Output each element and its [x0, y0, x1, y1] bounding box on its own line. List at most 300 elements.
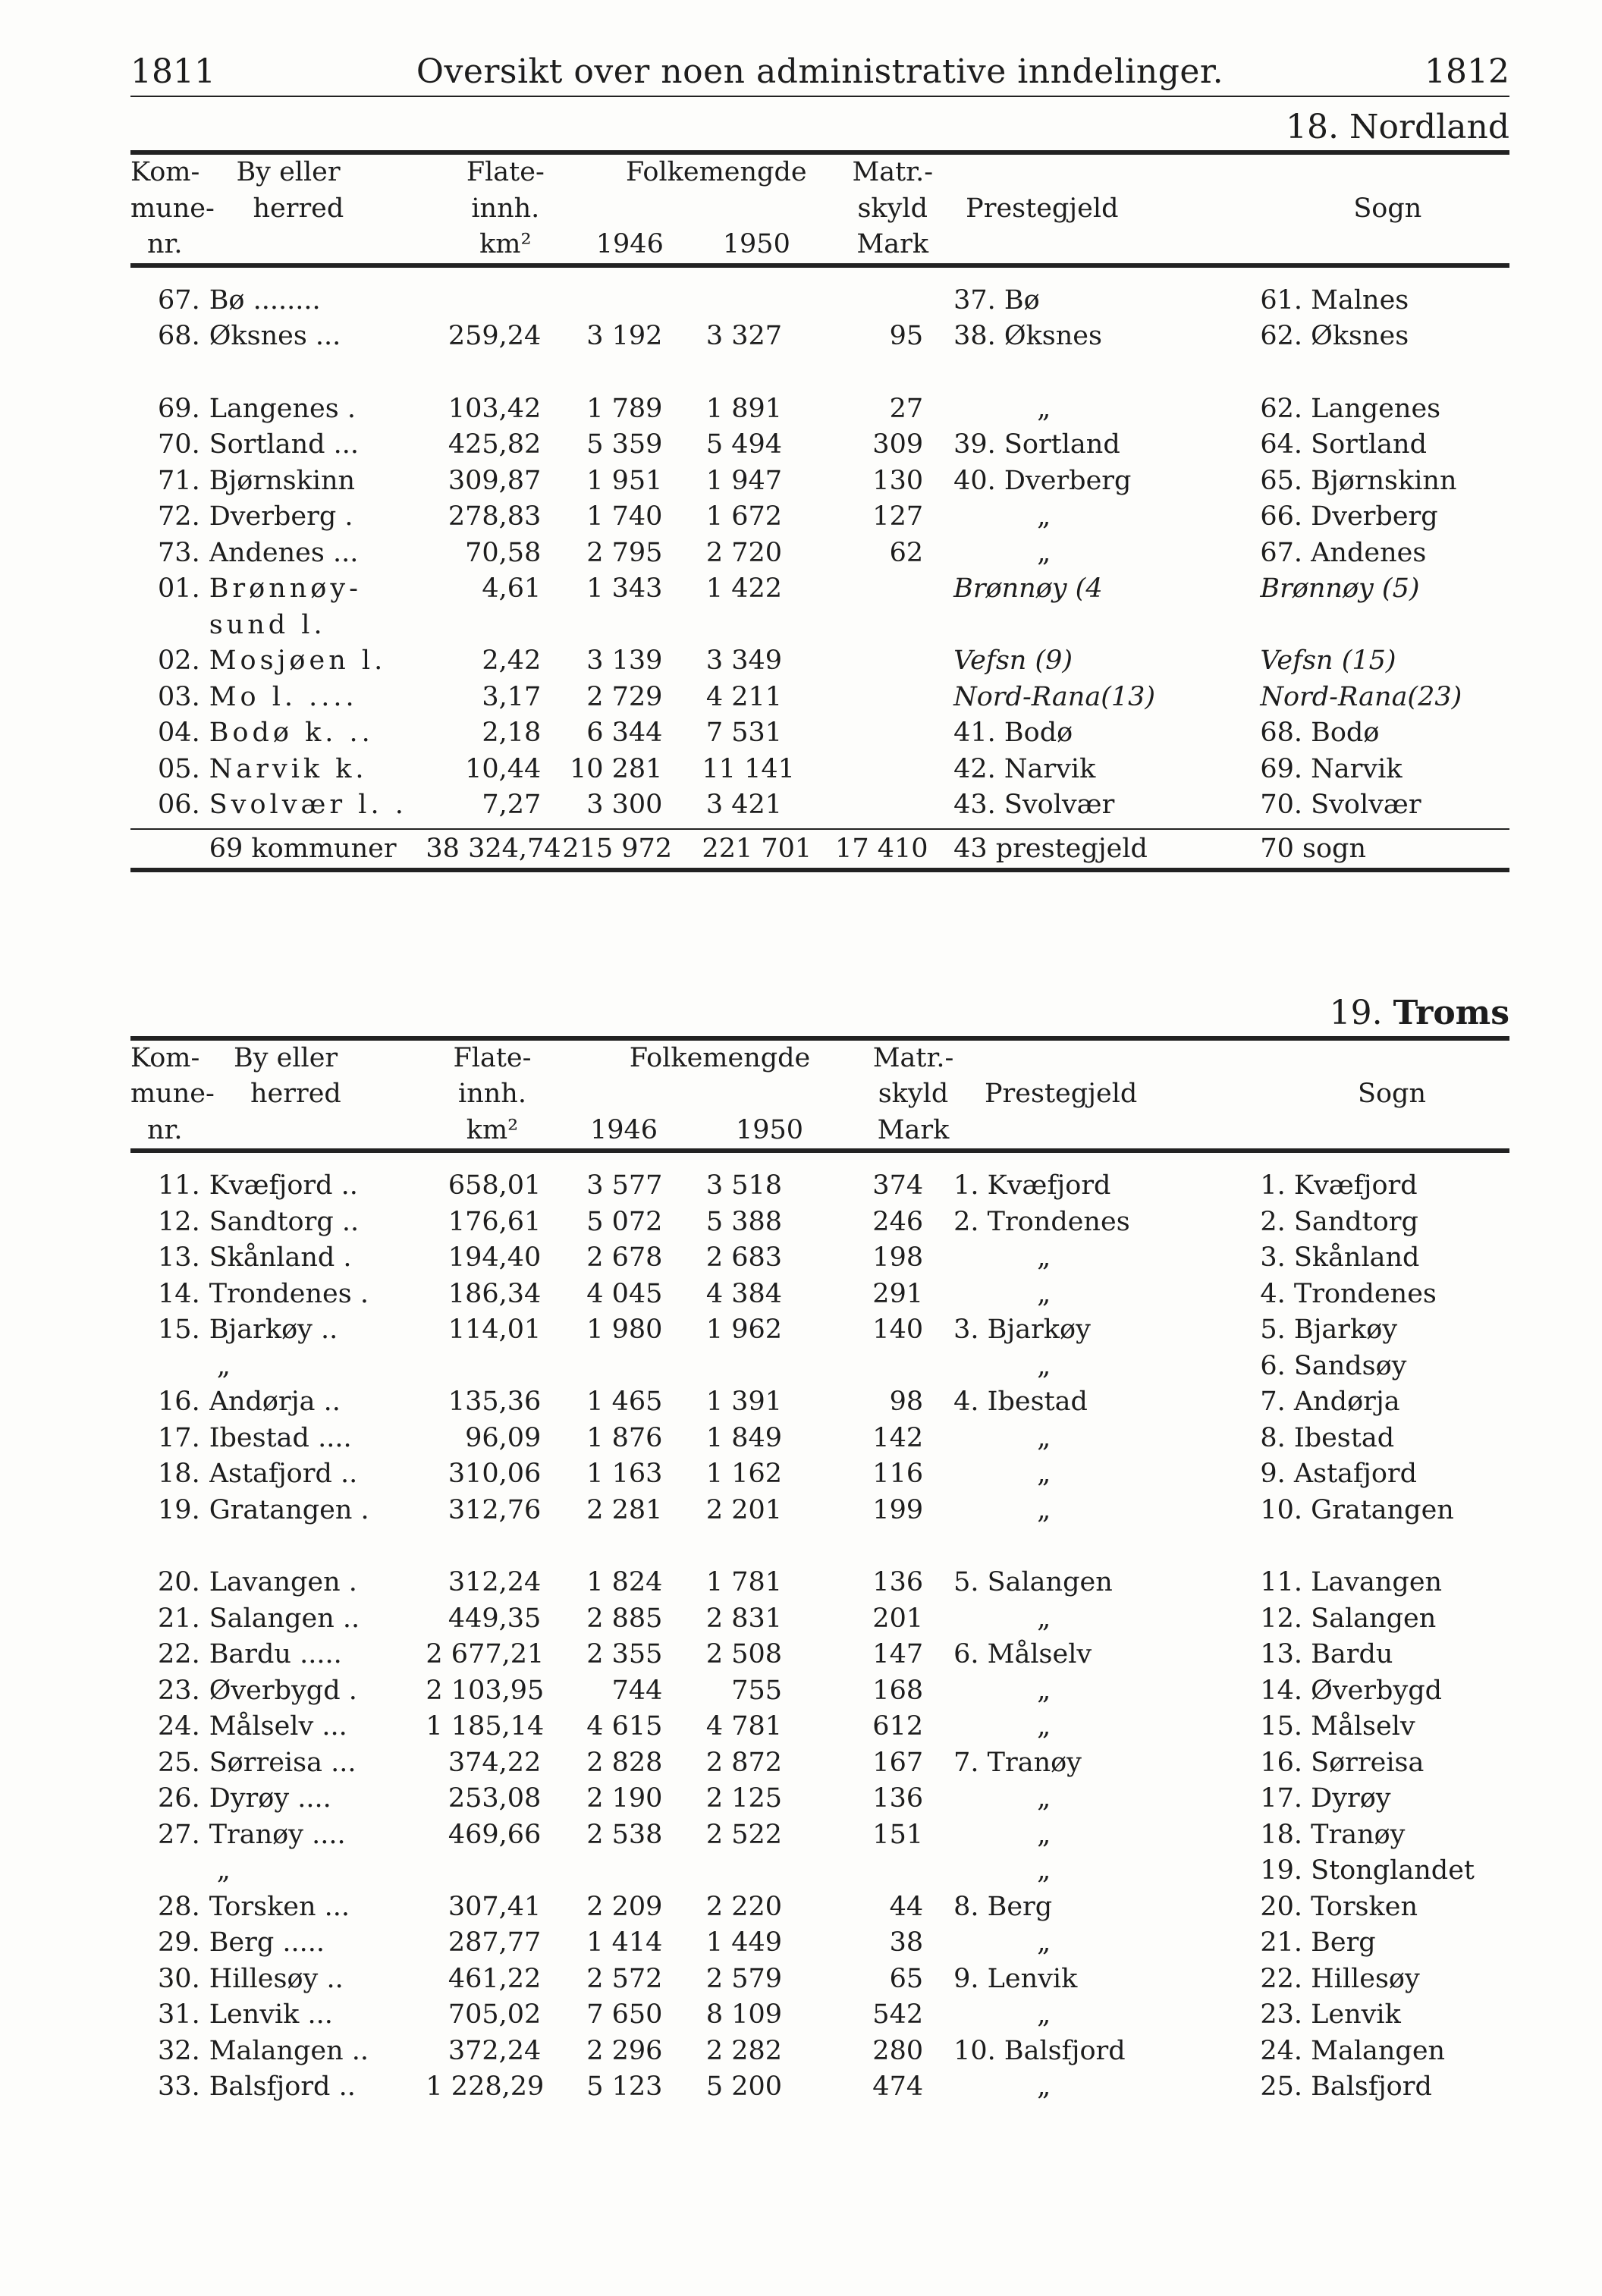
population-1946: 5 359 — [586, 429, 663, 460]
population-1950: 3 421 — [705, 790, 783, 820]
population-1950: 2 125 — [705, 1783, 783, 1814]
area-value: 278,83 — [448, 501, 542, 532]
prestegjeld: „ — [1037, 1350, 1051, 1381]
population-1946: 2 729 — [586, 681, 663, 712]
municipality-name: Bardu ..... — [209, 1639, 342, 1669]
prestegjeld: 37. Bø — [953, 284, 1040, 316]
sogn: Nord-Rana(23) — [1260, 681, 1462, 712]
population-1950: 3 349 — [705, 645, 783, 676]
matrikkel-value: 95 — [889, 321, 924, 351]
sogn: 3. Skånland — [1260, 1242, 1420, 1273]
spacer-row — [130, 1528, 1509, 1565]
area-value: 10,44 — [465, 753, 542, 784]
population-1946 — [562, 1853, 702, 1889]
area-value: 658,01 — [448, 1170, 542, 1201]
matrikkel-value: 246 — [872, 1206, 924, 1237]
population-1950: 5 200 — [705, 2071, 783, 2102]
population-1950: 11 141 — [702, 753, 795, 784]
population-1950: 3 518 — [705, 1170, 783, 1201]
row-number: 32. — [158, 2035, 200, 2066]
municipality-name: Tranøy .... — [209, 1819, 346, 1850]
area-value: 2 677,21 — [426, 1639, 545, 1669]
matrikkel-value: 201 — [872, 1603, 924, 1634]
prestegjeld: 42. Narvik — [953, 753, 1096, 784]
population-1950: 2 282 — [705, 2035, 783, 2066]
matrikkel-value: 127 — [872, 501, 924, 532]
spacer-row — [130, 355, 1509, 391]
area-value: 312,24 — [448, 1567, 542, 1597]
table-row — [130, 391, 1509, 428]
sogn: 15. Målselv — [1260, 1711, 1415, 1742]
prestegjeld: Vefsn (9) — [953, 645, 1073, 676]
matrikkel-value: 542 — [872, 1999, 924, 2030]
spacer-cell — [130, 355, 1509, 391]
prestegjeld: „ — [1037, 1783, 1051, 1814]
prestegjeld — [946, 608, 1252, 644]
matrikkel-value: 474 — [872, 2071, 924, 2102]
municipality-name: Øverbygd . — [209, 1675, 357, 1706]
area-value: 372,24 — [448, 2035, 542, 2066]
population-1946: 4 615 — [586, 1711, 663, 1742]
population-1950: 1 422 — [705, 573, 783, 604]
table-row — [130, 1312, 1509, 1349]
table-row — [130, 1349, 1509, 1385]
table-row — [130, 536, 1509, 572]
col-header-mark: Matr.- — [852, 157, 934, 187]
col-header-prest: Prestegjeld — [966, 193, 1119, 224]
population-1950: 1 962 — [705, 1314, 783, 1345]
sogn: 10. Gratangen — [1260, 1494, 1454, 1525]
prestegjeld: 39. Sortland — [953, 429, 1120, 460]
table-row — [130, 283, 1509, 319]
population-1950: 4 781 — [705, 1711, 783, 1742]
table-row — [130, 1997, 1509, 2034]
area-value: 176,61 — [448, 1206, 542, 1237]
table-row — [130, 1240, 1509, 1277]
col-header-1950: 1950 — [735, 1114, 804, 1145]
area-value: 374,22 — [448, 1747, 542, 1778]
row-number: 06. — [158, 790, 200, 820]
troms-table — [130, 1168, 1509, 2106]
population-1950: 1 162 — [705, 1459, 783, 1489]
prestegjeld: 2. Trondenes — [953, 1206, 1130, 1237]
sogn: 7. Andørja — [1260, 1387, 1400, 1417]
matrikkel-value — [835, 1853, 946, 1889]
population-1946: 7 650 — [586, 1999, 663, 2030]
table-row — [130, 715, 1509, 752]
population-1946: 1 414 — [586, 1927, 663, 1958]
population-1946: 2 281 — [586, 1494, 663, 1525]
col-header-sogn: Sogn — [1353, 193, 1422, 224]
municipality-name: Ibestad .... — [209, 1422, 352, 1453]
matrikkel-value: 199 — [872, 1494, 924, 1525]
population-1950: 3 327 — [705, 321, 783, 351]
prestegjeld: „ — [1037, 393, 1051, 424]
population-1946: 2 885 — [586, 1603, 663, 1634]
prestegjeld: „ — [1037, 501, 1051, 532]
row-number: 15. — [158, 1314, 200, 1345]
prestegjeld: „ — [1037, 1603, 1051, 1634]
sogn: 16. Sørreisa — [1260, 1747, 1425, 1778]
col-header-area: Flate- — [453, 1042, 532, 1073]
prestegjeld: „ — [1037, 1819, 1051, 1850]
municipality-name: Trondenes . — [209, 1278, 369, 1309]
table-row — [130, 1817, 1509, 1854]
table-row — [130, 319, 1509, 355]
row-number: 11. — [158, 1170, 200, 1201]
municipality-name: Lenvik ... — [209, 1999, 333, 2030]
col-header-pop: Folkemengde — [629, 1042, 811, 1073]
population-1950: 2 683 — [705, 1242, 783, 1273]
table-row — [130, 1889, 1509, 1926]
municipality-name: Svolvær l. . — [209, 790, 407, 820]
municipality-name: Andenes ... — [209, 537, 359, 568]
row-number — [130, 1349, 209, 1385]
prestegjeld: 38. Øksnes — [953, 321, 1102, 351]
table-row — [130, 1745, 1509, 1782]
prestegjeld: 40. Dverberg — [953, 465, 1132, 496]
population-1950: 7 531 — [705, 718, 783, 748]
matrikkel-value: 140 — [872, 1314, 924, 1345]
row-number: 16. — [158, 1387, 200, 1417]
population-1946: 2 538 — [586, 1819, 663, 1850]
row-number: 26. — [158, 1783, 200, 1814]
sogn: 13. Bardu — [1260, 1639, 1393, 1669]
row-number: 73. — [158, 537, 200, 568]
table-row — [130, 2034, 1509, 2070]
population-1946: 3 300 — [586, 790, 663, 820]
row-number: 25. — [158, 1747, 200, 1778]
row-number: 24. — [158, 1711, 200, 1742]
population-1946: 1 980 — [586, 1314, 663, 1345]
area-value: 96,09 — [465, 1422, 542, 1453]
table-row — [130, 1456, 1509, 1493]
population-1946: 2 209 — [586, 1891, 663, 1922]
municipality-name: Balsfjord .. — [209, 2071, 356, 2102]
sogn: 4. Trondenes — [1260, 1278, 1437, 1309]
table-row — [130, 1709, 1509, 1745]
table-row — [130, 427, 1509, 463]
municipality-name: Bø ........ — [209, 284, 321, 316]
table-row — [130, 1421, 1509, 1457]
prestegjeld: „ — [1037, 1278, 1051, 1309]
col-header-mark: Mark — [877, 1114, 950, 1145]
divider — [130, 1148, 1509, 1153]
area-value: 4,61 — [482, 573, 542, 604]
col-header-mark: Mark — [856, 229, 929, 259]
area-value: 194,40 — [448, 1242, 542, 1273]
sogn: 69. Narvik — [1260, 753, 1403, 784]
prestegjeld: 6. Målselv — [953, 1639, 1092, 1669]
matrikkel-value: 98 — [889, 1387, 924, 1417]
area-value: 103,42 — [448, 393, 542, 424]
row-number: 68. — [158, 321, 200, 351]
sogn: Brønnøy (5) — [1260, 573, 1420, 604]
population-1950: 2 508 — [705, 1639, 783, 1669]
prestegjeld: 41. Bodø — [953, 718, 1073, 748]
prestegjeld: „ — [1037, 1494, 1051, 1525]
area-value: 70,58 — [465, 537, 542, 568]
population-1946: 1 789 — [586, 393, 663, 424]
population-1946: 1 951 — [586, 465, 663, 496]
table-row — [130, 643, 1509, 680]
prestegjeld: 5. Salangen — [953, 1567, 1113, 1597]
area-value: 449,35 — [448, 1603, 542, 1634]
matrikkel-value — [835, 787, 946, 824]
matrikkel-value — [835, 715, 946, 752]
prestegjeld: 4. Ibestad — [953, 1387, 1088, 1417]
population-1950: 4 384 — [705, 1278, 783, 1309]
municipality-name: Astafjord .. — [209, 1459, 358, 1489]
section-number: 18. — [1286, 108, 1339, 146]
sogn: 9. Astafjord — [1260, 1459, 1418, 1489]
area-value: 253,08 — [448, 1783, 542, 1814]
municipality-name: Sortland ... — [209, 429, 360, 460]
population-1946: 2 296 — [586, 2035, 663, 2066]
population-1946: 3 139 — [586, 645, 663, 676]
col-header-area: km² — [479, 229, 532, 259]
municipality-name: „ — [216, 1350, 231, 1381]
population-1950 — [702, 608, 835, 644]
sogn: 2. Sandtorg — [1260, 1206, 1418, 1237]
population-1946: 2 678 — [586, 1242, 663, 1273]
col-header-name: By eller — [234, 1042, 338, 1073]
area-value — [426, 608, 562, 644]
col-header-area: km² — [466, 1114, 519, 1145]
area-value: 259,24 — [448, 321, 542, 351]
matrikkel-value — [835, 608, 946, 644]
population-1946: 4 045 — [586, 1278, 663, 1309]
matrikkel-value: 62 — [889, 537, 924, 568]
sogn: 17. Dyrøy — [1260, 1783, 1391, 1814]
table-row — [130, 1781, 1509, 1817]
col-header-area: innh. — [471, 193, 540, 224]
sogn: 6. Sandsøy — [1260, 1350, 1407, 1381]
row-number: 27. — [158, 1819, 200, 1850]
area-value: 2,42 — [482, 645, 542, 676]
population-1946: 2 355 — [586, 1639, 663, 1669]
row-number: 69. — [158, 393, 200, 424]
nordland-header — [130, 155, 1509, 263]
sogn: 20. Torsken — [1260, 1891, 1418, 1922]
matrikkel-value: 27 — [889, 393, 924, 424]
municipality-name: Berg ..... — [209, 1927, 325, 1958]
sogn: 14. Øverbygd — [1260, 1675, 1443, 1706]
area-value: 2,18 — [482, 718, 542, 748]
matrikkel-value: 65 — [889, 1963, 924, 1994]
col-header-nr: nr. — [147, 229, 183, 259]
area-value: 135,36 — [448, 1387, 542, 1417]
row-number: 05. — [158, 753, 200, 784]
population-1950: 2 522 — [705, 1819, 783, 1850]
section-title-nordland — [130, 108, 1509, 150]
municipality-name: Dverberg . — [209, 501, 353, 532]
municipality-name: Dyrøy .... — [209, 1783, 331, 1814]
col-header-1950: 1950 — [722, 229, 790, 259]
col-header-pop: Folkemengde — [626, 157, 807, 187]
population-1950: 2 220 — [705, 1891, 783, 1922]
table-row — [130, 1961, 1509, 1998]
population-1946: 6 344 — [586, 718, 663, 748]
nordland-total — [130, 830, 1509, 868]
matrikkel-value: 151 — [872, 1819, 924, 1850]
sogn: 67. Andenes — [1260, 537, 1427, 568]
population-1946: 5 072 — [586, 1206, 663, 1237]
sogn: 62. Langenes — [1260, 393, 1441, 424]
population-1946: 2 795 — [586, 537, 663, 568]
area-value: 461,22 — [448, 1963, 542, 1994]
row-number — [130, 608, 209, 644]
matrikkel-value: 612 — [872, 1711, 924, 1742]
row-number: 17. — [158, 1422, 200, 1453]
population-1946 — [562, 283, 702, 319]
area-value: 186,34 — [448, 1278, 542, 1309]
total-prest: 43 prestegjeld — [953, 833, 1148, 864]
population-1950: 1 391 — [705, 1387, 783, 1417]
col-header-mark: Matr.- — [872, 1042, 954, 1073]
col-header-name: By eller — [236, 157, 341, 187]
sogn: 11. Lavangen — [1260, 1567, 1443, 1597]
population-1950: 1 947 — [705, 465, 783, 496]
matrikkel-value: 116 — [872, 1459, 924, 1489]
municipality-name: Gratangen . — [209, 1494, 369, 1525]
population-1950: 1 891 — [705, 393, 783, 424]
table-row — [130, 680, 1509, 716]
sogn: 68. Bodø — [1260, 718, 1380, 748]
population-1946: 744 — [611, 1675, 663, 1706]
area-value — [426, 1349, 562, 1385]
row-number: 14. — [158, 1278, 200, 1309]
sogn: 66. Dverberg — [1260, 501, 1438, 532]
population-1950: 1 672 — [705, 501, 783, 532]
area-value: 287,77 — [448, 1927, 542, 1958]
matrikkel-value: 198 — [872, 1242, 924, 1273]
area-value: 312,76 — [448, 1494, 542, 1525]
municipality-name: Bjarkøy .. — [209, 1314, 338, 1345]
area-value — [426, 1853, 562, 1889]
col-header-nr: Kom- — [130, 1042, 200, 1073]
table-row — [130, 1565, 1509, 1601]
population-1946 — [562, 608, 702, 644]
page-number-left: 1811 — [130, 52, 215, 91]
prestegjeld: „ — [1037, 1242, 1051, 1273]
table-row — [130, 1205, 1509, 1241]
table-row — [130, 499, 1509, 536]
table-row — [130, 2069, 1509, 2106]
table-row — [130, 752, 1509, 788]
area-value: 7,27 — [482, 790, 542, 820]
population-1946: 1 876 — [586, 1422, 663, 1453]
sogn: 23. Lenvik — [1260, 1999, 1401, 2030]
population-1950: 5 388 — [705, 1206, 783, 1237]
table-row — [130, 571, 1509, 608]
population-1946: 1 343 — [586, 573, 663, 604]
sogn: 25. Balsfjord — [1260, 2071, 1432, 2102]
matrikkel-value: 142 — [872, 1422, 924, 1453]
matrikkel-value — [835, 680, 946, 716]
matrikkel-value: 167 — [872, 1747, 924, 1778]
matrikkel-value: 147 — [872, 1639, 924, 1669]
municipality-name: sund l. — [209, 609, 326, 640]
matrikkel-value — [835, 283, 946, 319]
prestegjeld: „ — [1037, 1711, 1051, 1742]
sogn — [1252, 608, 1509, 644]
sogn: 65. Bjørnskinn — [1260, 465, 1457, 496]
total-area: 38 324,74 — [426, 833, 561, 864]
municipality-name: Salangen .. — [209, 1603, 360, 1634]
municipality-name: Målselv ... — [209, 1711, 347, 1742]
matrikkel-value: 168 — [872, 1675, 924, 1706]
table-row — [130, 463, 1509, 500]
population-1946: 2 190 — [586, 1783, 663, 1814]
col-header-name: herred — [253, 193, 344, 224]
sogn: 18. Tranøy — [1260, 1819, 1406, 1850]
col-header-nr: nr. — [147, 1114, 183, 1145]
section-name: Troms — [1393, 993, 1509, 1032]
row-number: 19. — [158, 1494, 200, 1525]
prestegjeld: Nord-Rana(13) — [953, 681, 1156, 712]
municipality-name: Bodø k. .. — [209, 718, 374, 748]
population-1950 — [702, 1349, 835, 1385]
municipality-name: Kvæfjord .. — [209, 1170, 358, 1201]
matrikkel-value: 136 — [872, 1567, 924, 1597]
col-header-area: innh. — [458, 1079, 526, 1109]
row-number: 18. — [158, 1459, 200, 1489]
matrikkel-value: 44 — [889, 1891, 924, 1922]
municipality-name: Mo l. .... — [209, 681, 358, 712]
area-value: 705,02 — [448, 1999, 542, 2030]
prestegjeld: „ — [1037, 1675, 1051, 1706]
municipality-name: „ — [216, 1855, 231, 1886]
sogn: 61. Malnes — [1260, 284, 1409, 316]
table-row — [130, 1637, 1509, 1673]
sogn: 12. Salangen — [1260, 1603, 1437, 1634]
row-number: 02. — [158, 645, 200, 676]
table-row — [130, 1853, 1509, 1889]
municipality-name: Øksnes ... — [209, 321, 341, 351]
population-1946: 5 123 — [586, 2071, 663, 2102]
population-1946: 1 465 — [586, 1387, 663, 1417]
matrikkel-value: 280 — [872, 2035, 924, 2066]
row-number: 31. — [158, 1999, 200, 2030]
row-number: 01. — [158, 573, 200, 604]
row-number — [130, 1853, 209, 1889]
municipality-name: Skånland . — [209, 1242, 352, 1273]
row-number: 22. — [158, 1639, 200, 1669]
total-sogn: 70 sogn — [1260, 833, 1366, 864]
page — [130, 46, 1509, 2106]
area-value: 307,41 — [448, 1891, 542, 1922]
divider — [130, 868, 1509, 872]
col-header-nr: Kom- — [130, 157, 200, 187]
population-1946: 1 824 — [586, 1567, 663, 1597]
area-value: 309,87 — [448, 465, 542, 496]
population-1950: 2 720 — [705, 537, 783, 568]
population-1950: 2 831 — [705, 1603, 783, 1634]
col-header-area: Flate- — [466, 157, 545, 187]
population-1946: 10 281 — [569, 753, 663, 784]
sogn: 70. Svolvær — [1260, 790, 1421, 820]
area-value: 469,66 — [448, 1819, 542, 1850]
municipality-name: Langenes . — [209, 393, 356, 424]
sogn: 5. Bjarkøy — [1260, 1314, 1398, 1345]
area-value: 425,82 — [448, 429, 542, 460]
area-value: 114,01 — [448, 1314, 542, 1345]
total-1946: 215 972 — [562, 833, 673, 864]
prestegjeld: 7. Tranøy — [953, 1747, 1082, 1778]
population-1950: 2 872 — [705, 1747, 783, 1778]
row-number: 23. — [158, 1675, 200, 1706]
